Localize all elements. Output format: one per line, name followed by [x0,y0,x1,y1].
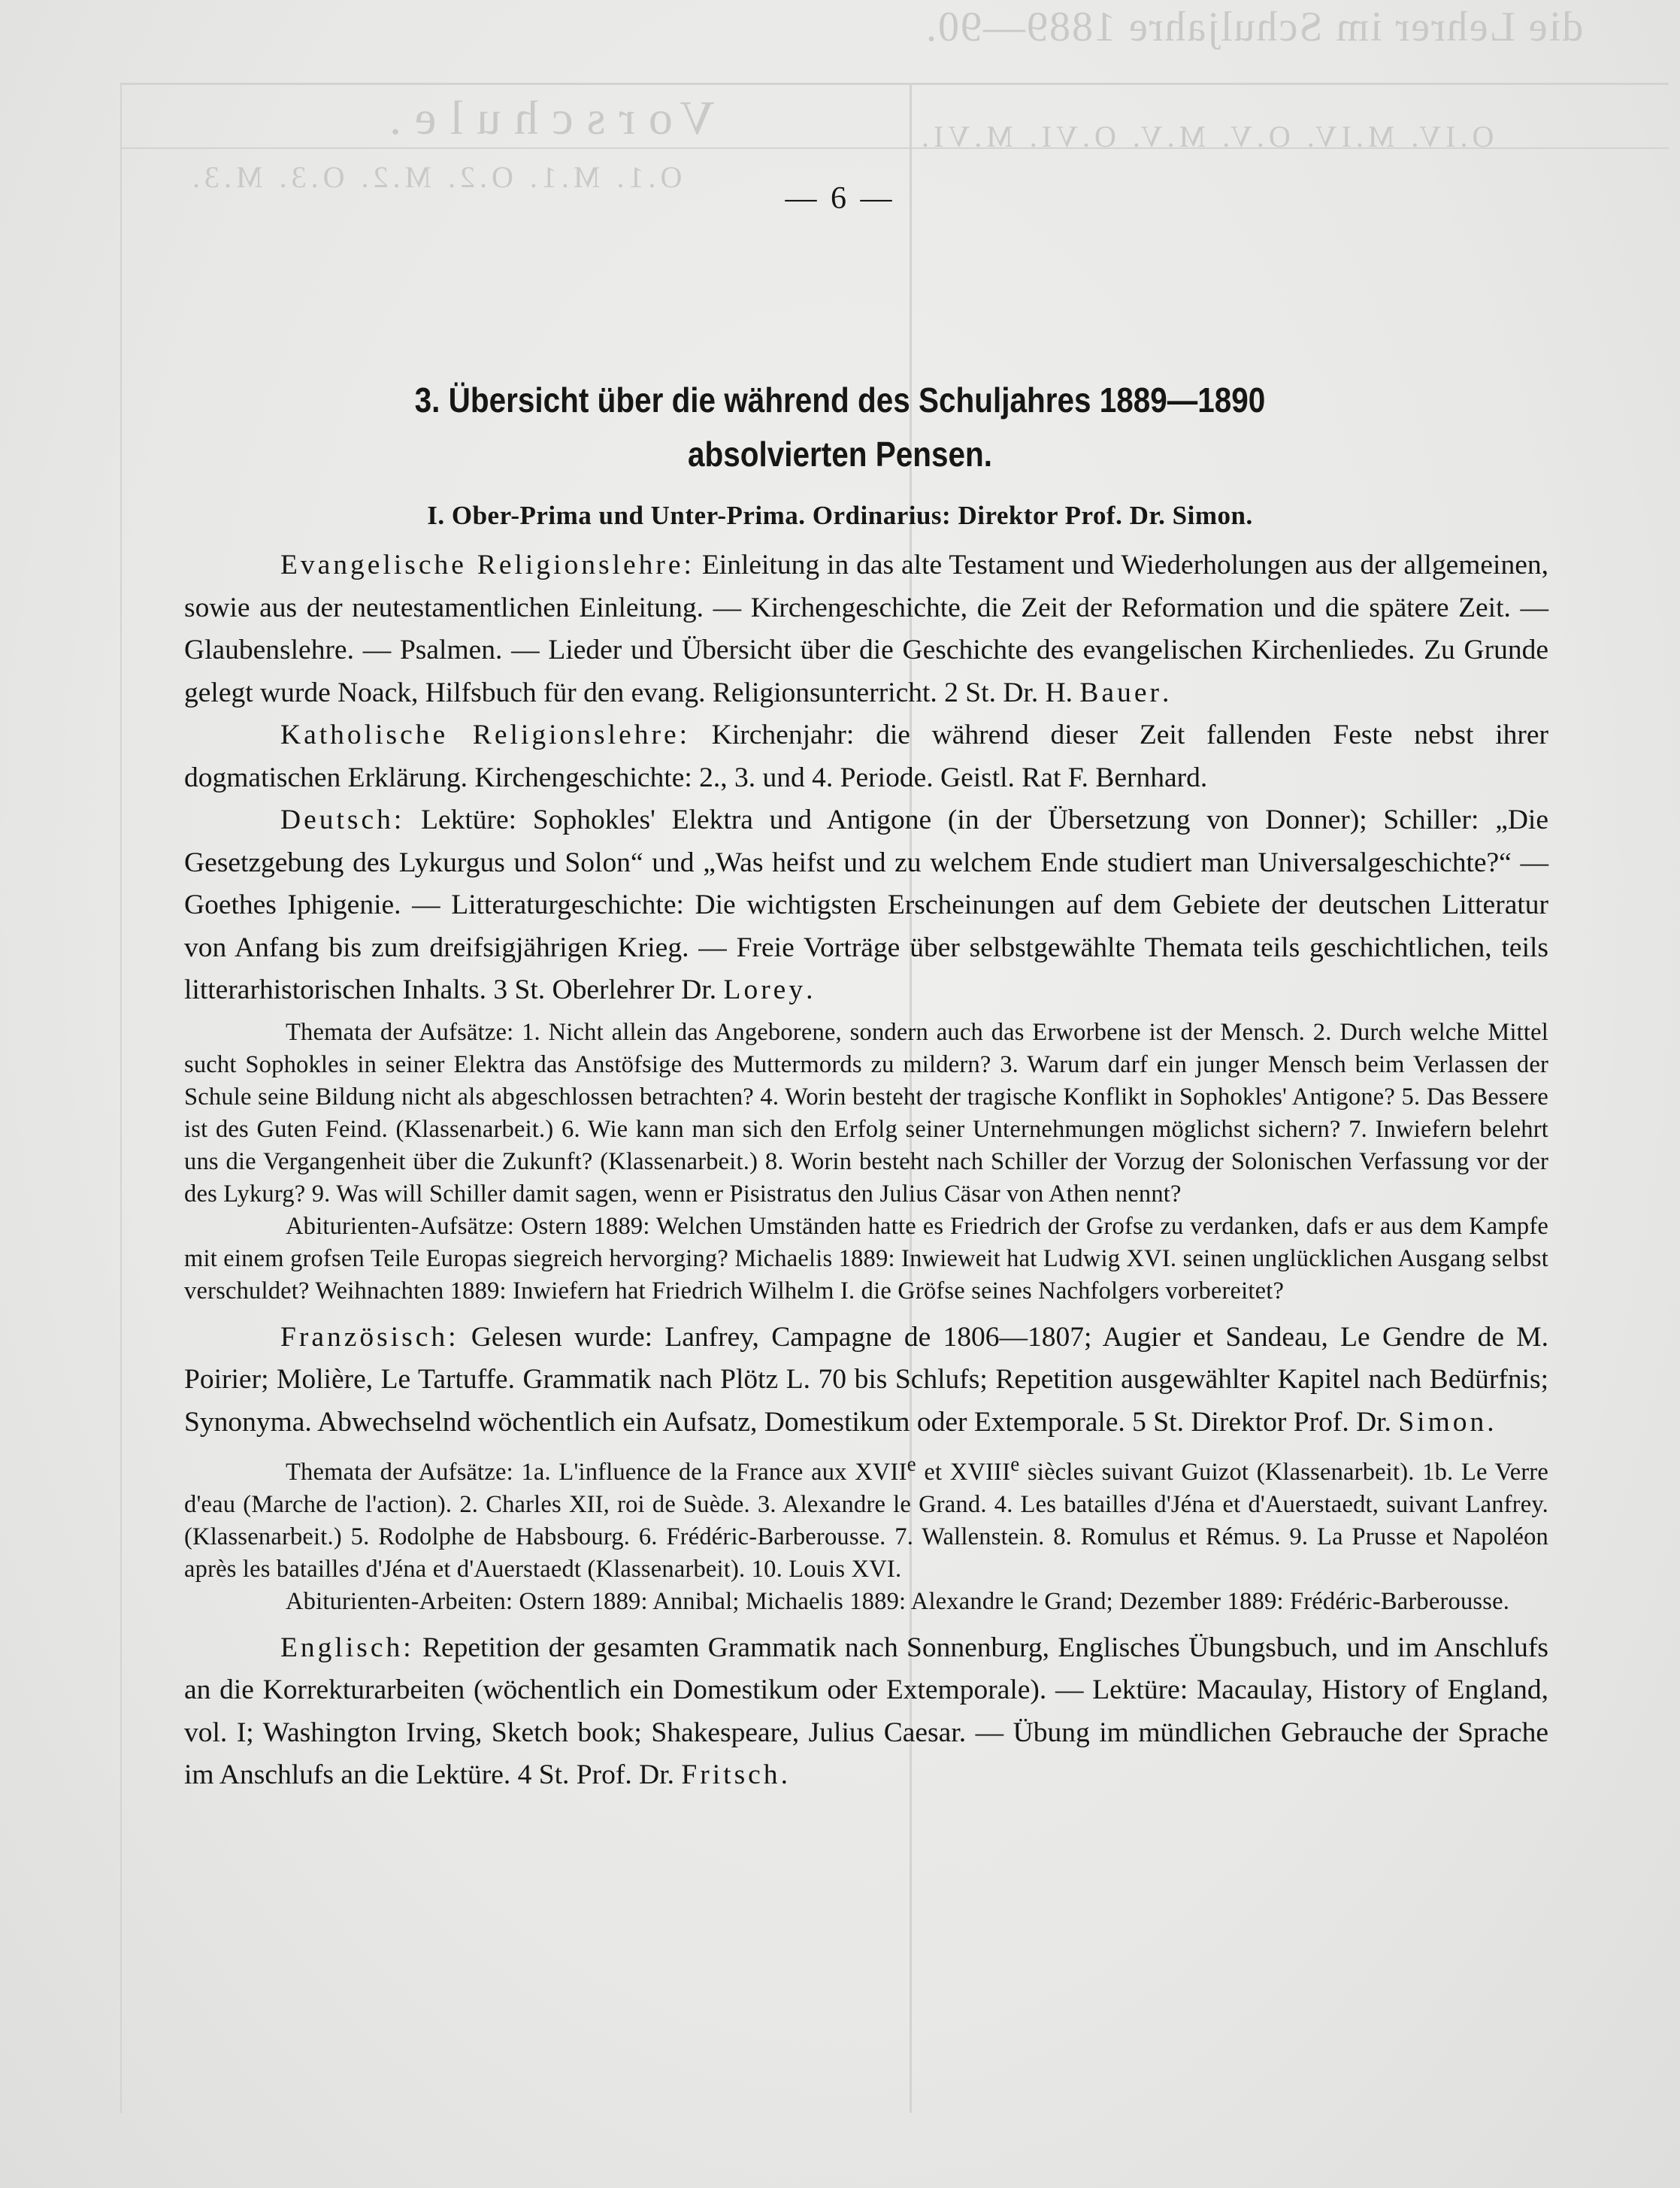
section-heading-line-2: absolvierten Pensen. [688,435,992,474]
paragraph-text: Lektüre: Sophokles' Elektra und Antigone (in der Übersetzung von Donner); Schiller: „Die Gesetzgebung des Lykurgus und Solon“ und „Was heifst und zu welchem Ende studiert man Universalgeschichte?“ — Goethes Iphigenie. — Litteraturgeschichte: Die wichtigsten Erscheinungen auf dem Gebiete der deutschen Litteratur von Anfang bis zum dreifsigjährigen Krieg. — Freie Vorträge über selbstgewählte Themata teils geschichtlichen, teils litterarhistorischen Inhalts. 3 St. Oberlehrer Dr. [184,805,1548,1005]
paragraph-text: Einleitung in das alte Testament und Wiederholungen aus der allgemeinen, sowie aus der neutestamentlichen Einleitung. — Kirchengeschichte, die Zeit der Reformation und die spätere Zeit. — Glaubenslehre. — Psalmen. — Lieder und Übersicht über die Geschichte des evangelischen Kirchenliedes. Zu Grunde gelegt wurde Noack, Hilfsbuch für den evang. Religionsunterricht. 2 St. Dr. H. [184,550,1548,708]
section-heading [299,373,1381,481]
paragraph-end: . [806,974,813,1005]
page-number: — 6 — [785,181,895,216]
bleed-through-rule [120,83,122,2113]
teacher-name: Bauer [1079,677,1162,708]
paragraph-franzoesisch [184,1317,1548,1444]
subject-label: Deutsch: [280,805,405,835]
paragraph-katholische-religionslehre [184,714,1548,799]
bleed-through-table-title: Vorschule. [376,91,715,144]
superscript: e [907,1453,916,1475]
themata-text: siècles suivant Guizot (Klassenarbeit). 1b. Le Verre d'eau (Marche de l'action). 2. Charles XII, roi de Suède. 3. Alexandre le Grand. 4. Les batailles d'Jéna et d'Auerstaedt, suivant Lanfrey. (Klassenarbeit.) 5. Rodolphe de Habsbourg. 6. Frédéric-Barberousse. 7. Wallenstein. 8. Romulus et Rémus. 9. La Prusse et Napoléon après les batailles d'Jéna et d'Auerstaedt (Klassenarbeit). 10. Louis XVI. [184,1458,1548,1583]
bleed-through-title: die Lehrer im Schuljahre 1889—90. [925,4,1584,50]
franzoesisch-themata [184,1448,1548,1586]
themata-text: Themata der Aufsätze: 1a. L'influence de la France aux XVII [286,1458,907,1486]
themata-text: et XVIII [916,1458,1011,1486]
paragraph-englisch [184,1627,1548,1797]
paragraph-evangelische-religionslehre [184,544,1548,714]
paragraph-text: Kirchenjahr: die während dieser Zeit fallenden Feste nebst ihrer dogmatischen Erklärung. Kirchengeschichte: 2., 3. und 4. Periode. Geistl. Rat F. Bernhard. [184,720,1548,793]
paragraph-end: . [780,1759,788,1791]
paragraph-deutsch [184,799,1548,1012]
subject-label: Katholische Religionslehre: [280,720,691,750]
paragraph-end: . [1161,677,1170,708]
superscript: e [1010,1453,1020,1475]
paragraph-text: Gelesen wurde: Lanfrey, Campagne de 1806—1807; Augier et Sandeau, Le Gendre de M. Poirier; Molière, Le Tartuffe. Grammatik nach Plötz L. 70 bis Schlufs; Repetition ausgewählter Kapitel nach Bedürfnis; Synonyma. Abwechselnd wöchentlich ein Aufsatz, Domestikum oder Extemporale. 5 St. Direktor Prof. Dr. [184,1321,1548,1438]
bleed-through-column-headers: O.IV. M.IV. O.V. M.V. O.VI. M.VI. [917,120,1494,153]
document-body [184,544,1548,1797]
bleed-through-rule [120,83,1669,85]
franzoesisch-abiturienten-arbeiten: Abiturienten-Arbeiten: Ostern 1889: Annibal; Michaelis 1889: Alexandre le Grand; Dezember 1889: Frédéric-Barberousse. [286,1587,1510,1615]
paragraph-text: Repetition der gesamten Grammatik nach Sonnenburg, Englisches Übungsbuch, und im Anschlufs an die Korrekturarbeiten (wöchentlich ein Domestikum oder Extemporale). — Lektüre: Macaulay, History of England, vol. I; Washington Irving, Sketch book; Shakespeare, Julius Caesar. — Übung im mündlichen Gebrauche der Sprache im Anschlufs an die Lektüre. 4 St. Prof. Dr. [184,1632,1548,1791]
teacher-name: Fritsch [681,1759,781,1791]
bleed-through-column-headers: O.1. M.1. O.2. M.2. O.3. M.3. [188,160,683,194]
deutsch-themata: Themata der Aufsätze: 1. Nicht allein das Angeborene, sondern auch das Erworbene ist der Mensch. 2. Durch welche Mittel sucht Sophokles in seiner Elektra das Anstöfsige des Muttermords zu mildern? 3. Warum darf ein junger Mensch beim Verlassen der Schule seine Bildung nicht als abgeschlossen betrachten? 4. Worin besteht der tragische Konflikt in Sophokles' Antigone? 5. Das Bessere ist des Guten Feind. (Klassenarbeit.) 6. Wie kann man sich den Erfolg seiner Unternehmungen möglichst sichern? 7. Inwiefern belehrt uns die Vergangenheit über die Zukunft? (Klassenarbeit.) 8. Worin besteht nach Schiller der Vorzug der Solonischen Verfassung vor der des Lykurg? 9. Was will Schiller damit sagen, wenn er Pisistratus den Julius Cäsar von Athen nennt? [184,1018,1548,1208]
paragraph-end: . [1487,1406,1494,1438]
teacher-name: Simon [1398,1406,1488,1438]
teacher-name: Lorey [723,974,807,1005]
subject-label: Französisch: [280,1321,459,1353]
section-heading-line-1: 3. Übersicht über die während des Schuljahres 1889—1890 [414,380,1266,420]
subject-label: Englisch: [280,1632,414,1663]
class-heading: I. Ober-Prima und Unter-Prima. Ordinarius: Direktor Prof. Dr. Simon. [427,501,1253,530]
deutsch-abiturienten-aufsaetze: Abiturienten-Aufsätze: Ostern 1889: Welchen Umständen hatte es Friedrich der Grofse zu verdanken, dafs er aus dem Kampfe mit einem grofsen Teile Europas siegreich hervorging? Michaelis 1889: Inwieweit hat Ludwig XVI. seinen unglücklichen Ausgang selbst verschuldet? Weihnachten 1889: Inwiefern hat Friedrich Wilhelm I. die Gröfse seines Nachfolgers vorbereitet? [184,1212,1548,1305]
subject-label: Evangelische Religionslehre: [280,550,695,580]
